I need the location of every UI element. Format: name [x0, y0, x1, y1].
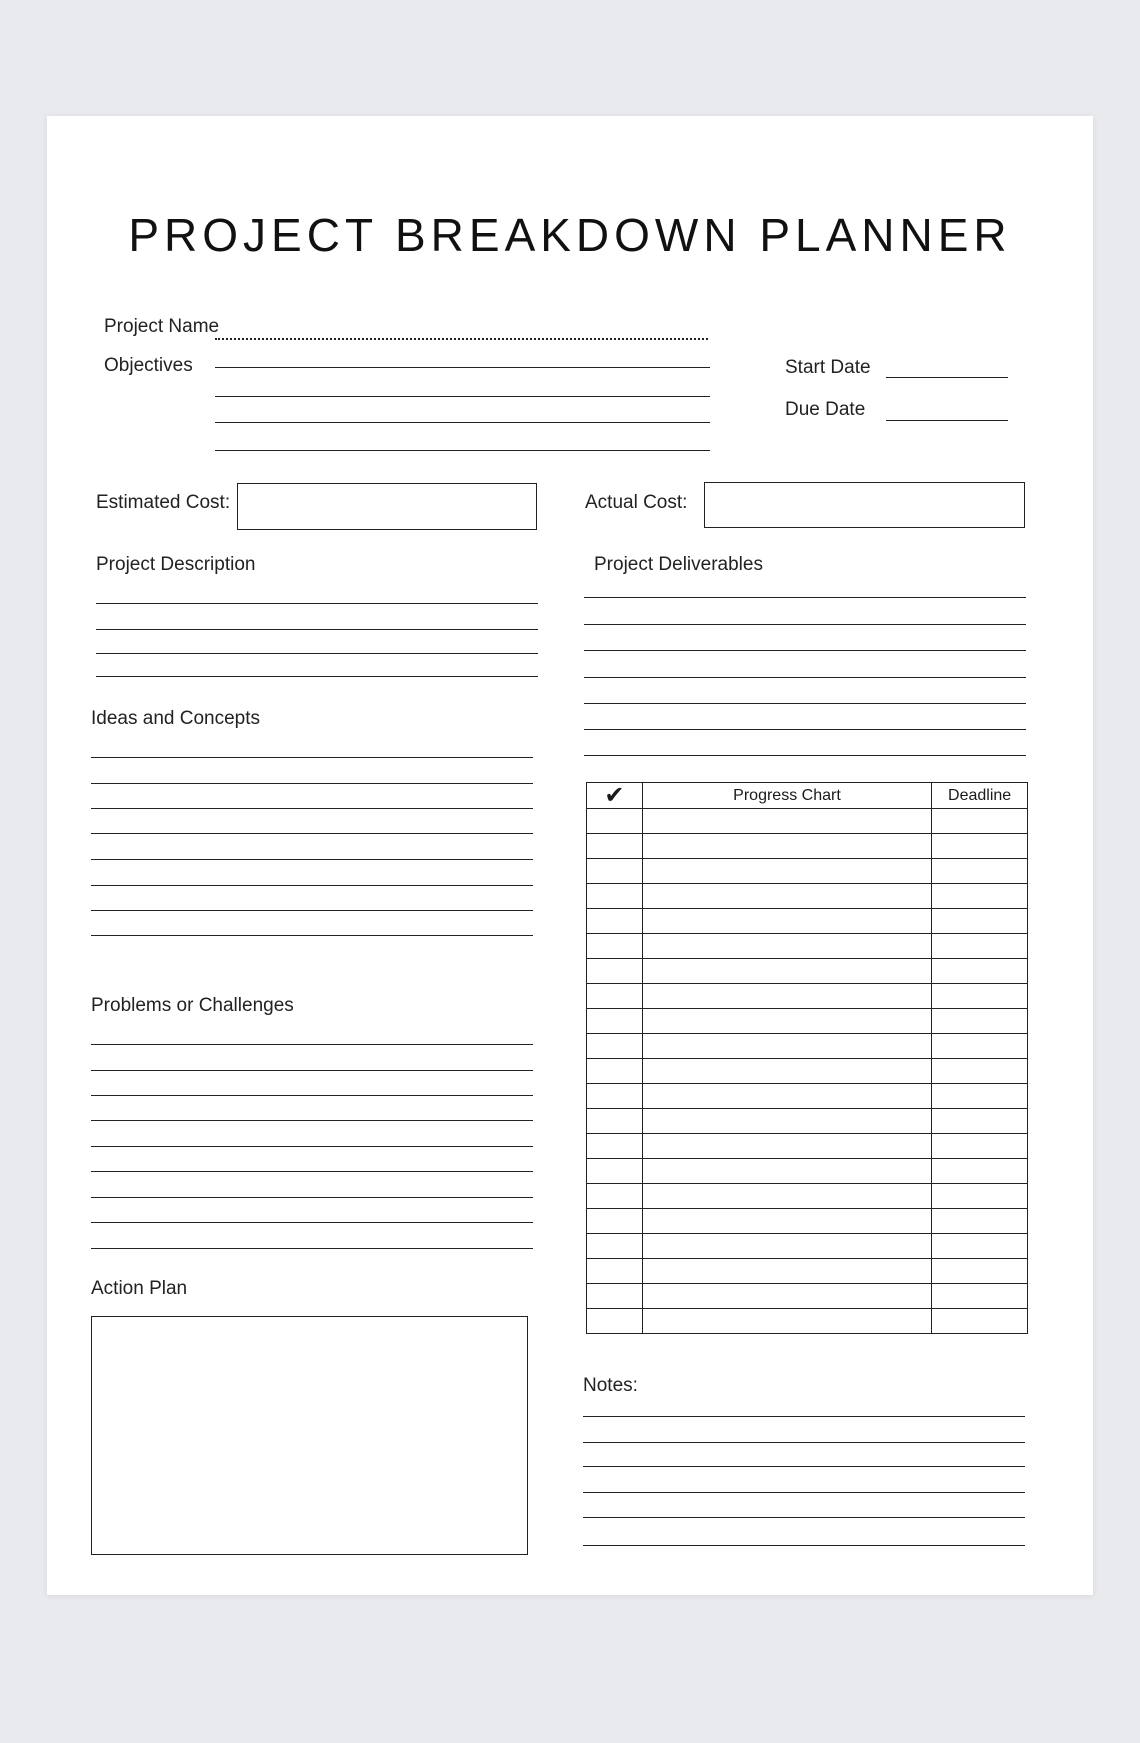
deadline-cell[interactable] — [932, 1109, 1028, 1134]
deadline-cell[interactable] — [932, 1209, 1028, 1234]
table-row — [587, 1209, 1028, 1234]
deliverables-line[interactable] — [584, 755, 1026, 756]
action-plan-box[interactable] — [91, 1316, 528, 1555]
progress-cell[interactable] — [642, 1309, 931, 1334]
progress-cell[interactable] — [642, 1109, 931, 1134]
table-row — [587, 1134, 1028, 1159]
deliverables-line[interactable] — [584, 703, 1026, 704]
deadline-cell[interactable] — [932, 1159, 1028, 1184]
progress-cell[interactable] — [642, 1084, 931, 1109]
table-row — [587, 1184, 1028, 1209]
estimated-cost-box[interactable] — [237, 483, 537, 530]
start-date-label: Start Date — [785, 357, 871, 378]
objectives-label: Objectives — [104, 355, 193, 376]
table-row — [587, 1159, 1028, 1184]
problems-line[interactable] — [91, 1070, 533, 1071]
table-row — [587, 1234, 1028, 1259]
progress-chart-header: Progress Chart — [642, 783, 931, 809]
ideas-line[interactable] — [91, 885, 533, 886]
table-row — [587, 1059, 1028, 1084]
check-cell[interactable] — [587, 884, 643, 909]
description-line[interactable] — [96, 629, 538, 630]
progress-cell[interactable] — [642, 1034, 931, 1059]
objectives-line[interactable] — [215, 367, 710, 368]
table-row — [587, 859, 1028, 884]
table-row — [587, 934, 1028, 959]
deliverables-line[interactable] — [584, 729, 1026, 730]
objectives-line[interactable] — [215, 396, 710, 397]
ideas-line[interactable] — [91, 808, 533, 809]
ideas-line[interactable] — [91, 910, 533, 911]
progress-cell[interactable] — [642, 859, 931, 884]
deadline-cell[interactable] — [932, 1234, 1028, 1259]
action-plan-label: Action Plan — [91, 1278, 188, 1299]
progress-table — [586, 782, 1028, 1334]
notes-line[interactable] — [583, 1416, 1025, 1417]
table-row — [587, 959, 1028, 984]
table-row — [587, 1009, 1028, 1034]
progress-cell[interactable] — [642, 934, 931, 959]
progress-cell[interactable] — [642, 1159, 931, 1184]
progress-cell[interactable] — [642, 1059, 931, 1084]
check-cell[interactable] — [587, 1084, 643, 1109]
table-row — [587, 1309, 1028, 1334]
project-name-line[interactable] — [215, 338, 708, 340]
check-cell[interactable] — [587, 809, 643, 834]
due-date-line[interactable] — [886, 420, 1008, 421]
table-row — [587, 1284, 1028, 1309]
deadline-cell[interactable] — [932, 884, 1028, 909]
progress-cell[interactable] — [642, 1009, 931, 1034]
progress-cell[interactable] — [642, 809, 931, 834]
objectives-line[interactable] — [215, 450, 710, 451]
deadline-cell[interactable] — [932, 1009, 1028, 1034]
deadline-cell[interactable] — [932, 1084, 1028, 1109]
ideas-and-concepts-label: Ideas and Concepts — [91, 708, 261, 729]
progress-table-body — [587, 809, 1028, 1334]
table-row — [587, 1034, 1028, 1059]
start-date-line[interactable] — [886, 377, 1008, 378]
problems-line[interactable] — [91, 1171, 533, 1172]
due-date-label: Due Date — [785, 399, 866, 420]
check-cell[interactable] — [587, 1234, 643, 1259]
ideas-line[interactable] — [91, 935, 533, 936]
ideas-line[interactable] — [91, 757, 533, 758]
progress-cell[interactable] — [642, 834, 931, 859]
check-cell[interactable] — [587, 1259, 643, 1284]
check-cell[interactable] — [587, 1284, 643, 1309]
deadline-cell[interactable] — [932, 1034, 1028, 1059]
deadline-cell[interactable] — [932, 834, 1028, 859]
notes-line[interactable] — [583, 1492, 1025, 1493]
table-row — [587, 834, 1028, 859]
check-cell[interactable] — [587, 934, 643, 959]
check-cell[interactable] — [587, 909, 643, 934]
check-cell[interactable] — [587, 834, 643, 859]
check-cell[interactable] — [587, 1184, 643, 1209]
deliverables-line[interactable] — [584, 677, 1026, 678]
table-row — [587, 1259, 1028, 1284]
check-cell[interactable] — [587, 1209, 643, 1234]
check-cell[interactable] — [587, 1159, 643, 1184]
deliverables-line[interactable] — [584, 597, 1026, 598]
estimated-cost-label: Estimated Cost: — [96, 492, 231, 513]
ideas-line[interactable] — [91, 859, 533, 860]
deliverables-line[interactable] — [584, 650, 1026, 651]
notes-label: Notes: — [583, 1375, 638, 1396]
table-row — [587, 809, 1028, 834]
actual-cost-label: Actual Cost: — [585, 492, 688, 513]
deadline-cell[interactable] — [932, 809, 1028, 834]
problems-line[interactable] — [91, 1120, 533, 1121]
table-row — [587, 884, 1028, 909]
objectives-line[interactable] — [215, 422, 710, 423]
progress-cell[interactable] — [642, 1284, 931, 1309]
actual-cost-box[interactable] — [704, 482, 1025, 528]
checkmark-icon: ✔ — [604, 781, 625, 809]
table-row — [587, 984, 1028, 1009]
ideas-line[interactable] — [91, 783, 533, 784]
project-deliverables-label: Project Deliverables — [594, 554, 763, 575]
deadline-header: Deadline — [932, 783, 1028, 809]
check-cell[interactable] — [587, 1059, 643, 1084]
notes-line[interactable] — [583, 1517, 1025, 1518]
progress-cell[interactable] — [642, 1234, 931, 1259]
problems-line[interactable] — [91, 1248, 533, 1249]
deadline-cell[interactable] — [932, 1259, 1028, 1284]
problems-line[interactable] — [91, 1222, 533, 1223]
check-cell[interactable] — [587, 1109, 643, 1134]
table-row — [587, 1109, 1028, 1134]
check-cell[interactable] — [587, 859, 643, 884]
description-line[interactable] — [96, 653, 538, 654]
deadline-cell[interactable] — [932, 909, 1028, 934]
deadline-cell[interactable] — [932, 1284, 1028, 1309]
description-line[interactable] — [96, 603, 538, 604]
deadline-cell[interactable] — [932, 1134, 1028, 1159]
check-cell[interactable] — [587, 1034, 643, 1059]
check-column-header — [587, 783, 643, 809]
check-cell[interactable] — [587, 959, 643, 984]
check-cell[interactable] — [587, 1134, 643, 1159]
deliverables-line[interactable] — [584, 624, 1026, 625]
page-title: PROJECT BREAKDOWN PLANNER — [128, 209, 1012, 261]
progress-cell[interactable] — [642, 1209, 931, 1234]
planner-sheet — [47, 116, 1093, 1595]
progress-cell[interactable] — [642, 1134, 931, 1159]
progress-cell[interactable] — [642, 959, 931, 984]
problems-line[interactable] — [91, 1197, 533, 1198]
progress-cell[interactable] — [642, 884, 931, 909]
check-cell[interactable] — [587, 1009, 643, 1034]
notes-line[interactable] — [583, 1545, 1025, 1546]
deadline-cell[interactable] — [932, 859, 1028, 884]
deadline-cell[interactable] — [932, 1309, 1028, 1334]
table-row — [587, 1084, 1028, 1109]
progress-cell[interactable] — [642, 1259, 931, 1284]
description-line[interactable] — [96, 676, 538, 677]
problems-line[interactable] — [91, 1095, 533, 1096]
progress-cell[interactable] — [642, 1184, 931, 1209]
check-cell[interactable] — [587, 1309, 643, 1334]
problems-line[interactable] — [91, 1044, 533, 1045]
deadline-cell[interactable] — [932, 1059, 1028, 1084]
deadline-cell[interactable] — [932, 1184, 1028, 1209]
deadline-cell[interactable] — [932, 934, 1028, 959]
deadline-cell[interactable] — [932, 984, 1028, 1009]
problems-label: Problems or Challenges — [91, 995, 294, 1016]
project-description-label: Project Description — [96, 554, 256, 575]
deadline-cell[interactable] — [932, 959, 1028, 984]
notes-line[interactable] — [583, 1442, 1025, 1443]
progress-table-header — [587, 783, 1028, 809]
table-row — [587, 909, 1028, 934]
progress-cell[interactable] — [642, 984, 931, 1009]
notes-line[interactable] — [583, 1466, 1025, 1467]
ideas-line[interactable] — [91, 833, 533, 834]
project-name-label: Project Name — [104, 316, 220, 337]
problems-line[interactable] — [91, 1146, 533, 1147]
check-cell[interactable] — [587, 984, 643, 1009]
progress-cell[interactable] — [642, 909, 931, 934]
